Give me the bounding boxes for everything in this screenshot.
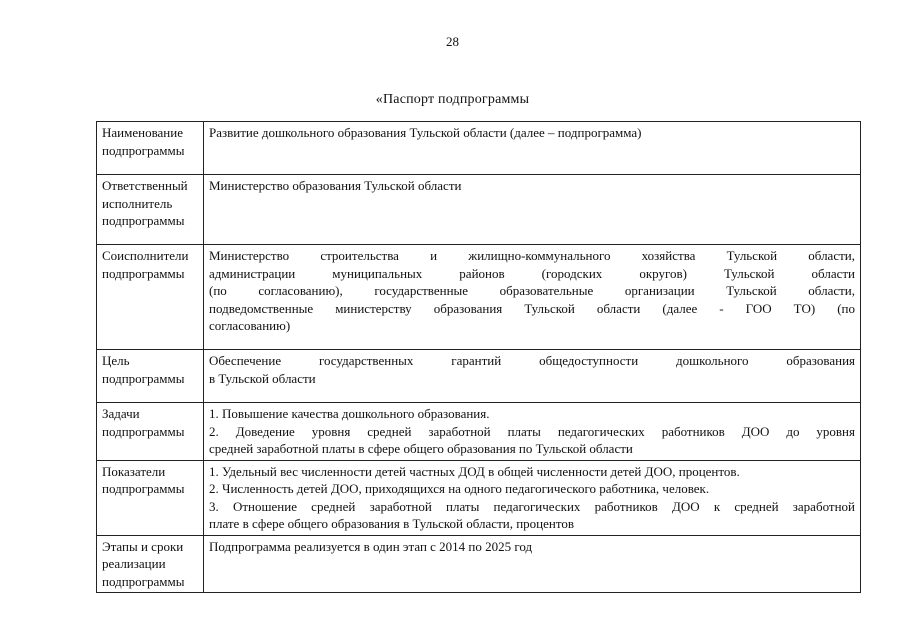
value-line: 1. Удельный вес численности детей частных ДОД в общей численности детей ДОО, процентов. xyxy=(209,463,740,479)
value-line: администрации муниципальных районов (городских округов) Тульской области xyxy=(209,265,855,281)
value-line: 2. Доведение уровня средней заработной платы педагогических работников ДОО до уровня xyxy=(209,423,855,439)
value-line: Министерство образования Тульской области xyxy=(209,178,462,193)
row-value xyxy=(204,350,861,403)
row-value xyxy=(204,245,861,350)
value-line: Обеспечение государственных гарантий общедоступности дошкольного образования xyxy=(209,353,855,368)
value-line: Подпрограмма реализуется в один этап с 2014 по 2025 год xyxy=(209,538,533,554)
row-label: Задачи подпрограммы xyxy=(97,403,204,461)
value-line: согласованию) xyxy=(209,318,291,333)
row-label: Соисполнители подпрограммы xyxy=(97,245,204,350)
value-line: плате в сфере общего образования в Тульской области, процентов xyxy=(209,516,574,531)
table-row xyxy=(97,245,861,350)
value-line: 3. Отношение средней заработной платы педагогических работников ДОО к средней заработной xyxy=(209,498,855,514)
value-line: средней заработной платы в сфере общего образования по Тульской области xyxy=(209,441,633,456)
table-row xyxy=(97,460,861,535)
passport-table xyxy=(96,121,861,593)
row-label: Наименование подпрограммы xyxy=(97,122,204,175)
row-label: Ответственный исполнитель подпрограммы xyxy=(97,175,204,245)
row-label: Цель подпрограммы xyxy=(97,350,204,403)
value-line: в Тульской области xyxy=(209,370,316,386)
row-value xyxy=(204,460,861,535)
row-label: Показатели подпрограммы xyxy=(97,460,204,535)
row-value xyxy=(204,535,861,593)
table-row xyxy=(97,175,861,245)
document-title: «Паспорт подпрограммы xyxy=(375,92,530,107)
page-number: 28 xyxy=(446,34,459,49)
value-line: подведомственные министерству образования Тульской области (далее - ГОО ТО) (по xyxy=(209,300,855,316)
value-line: Министерство строительства и жилищно-коммунального хозяйства Тульской области, xyxy=(209,248,855,263)
value-line: Развитие дошкольного образования Тульской области (далее – подпрограмма) xyxy=(209,125,642,140)
value-line: 1. Повышение качества дошкольного образования. xyxy=(209,406,490,421)
table-row xyxy=(97,403,861,461)
table-row xyxy=(97,122,861,175)
row-label: Этапы и сроки реализации подпрограммы xyxy=(97,535,204,593)
value-line: 2. Численность детей ДОО, приходящихся на одного педагогического работника, человек. xyxy=(209,481,710,496)
value-line: (по согласованию), государственные образовательные организации Тульской области, xyxy=(209,283,855,298)
table-row xyxy=(97,350,861,403)
table-row xyxy=(97,535,861,593)
row-value xyxy=(204,403,861,461)
row-value xyxy=(204,122,861,175)
row-value xyxy=(204,175,861,245)
